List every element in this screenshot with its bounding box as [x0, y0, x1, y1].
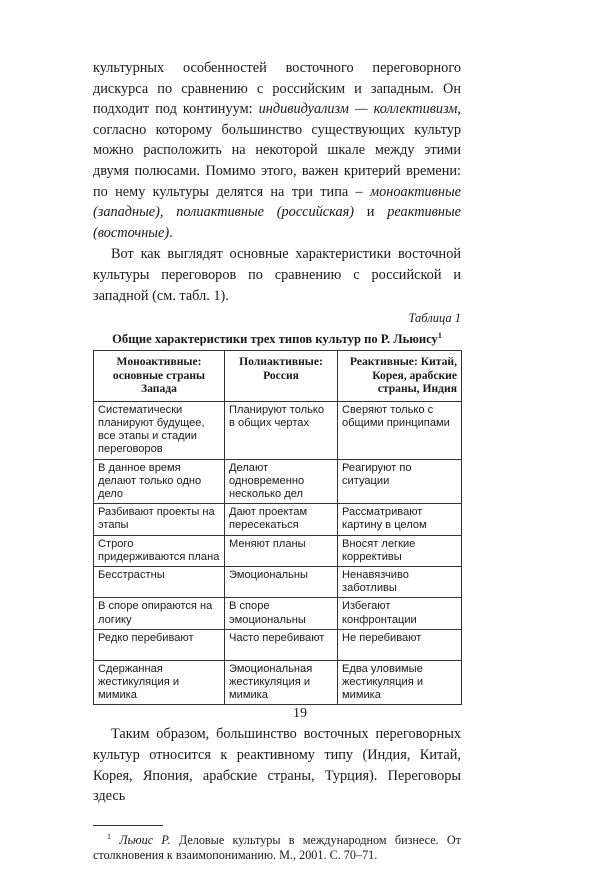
table-cell: Систематически планируют будущее, все этапы и стадии переговоров [94, 401, 225, 459]
table-cell: Дают проектам пересекаться [225, 504, 338, 535]
table-cell: Вносят легкие коррективы [338, 535, 462, 566]
table-cell: Меняют планы [225, 535, 338, 566]
table-body [94, 401, 462, 705]
page-number: 19 [293, 706, 307, 721]
table-cell: Планируют только в общих чертах [225, 401, 338, 459]
header-polyactive: Полиактивные: Россия [225, 351, 338, 402]
table-cell: Делают одновременно несколько дел [225, 459, 338, 504]
table-row [94, 660, 462, 705]
term-mono-poly-active: моноактивные (западные), полиактивные (российская) [93, 183, 461, 221]
table-cell: Едва уловимые жестикуляция и мимика [338, 660, 462, 705]
table-cell: Бесстрастны [94, 567, 225, 598]
footnote: $^1$ Льюис Р. Деловые культуры в международном бизнесе. От столкновения к взаимопониманию. М., 2001. С. 70–71. [93, 831, 462, 862]
paragraph-intro: культурных особенностей восточного переговорного дискурса по сравнению с российским и западным. Он подходит под континуум: индивидуализм — коллективизм, согласно которому большинство существующих культур можно расположить на некоторой шкале между этими двумя полюсами. Помимо этого, важен критерий времени: по нему культуры делятся на три типа – моноактивные (западные), полиактивные (российская) и реактивные (восточные). [93, 60, 461, 241]
table-cell: Ненавязчиво заботливы [338, 567, 462, 598]
term-reactive: реактивные (восточные) [93, 204, 461, 241]
table-cell: Часто перебивают [225, 629, 338, 660]
table-number-label: Таблица 1 [408, 311, 461, 326]
table-cell: Редко перебивают [94, 629, 225, 660]
table-cell: Сдержанная жестикуляция и мимика [94, 660, 225, 705]
header-reactive: Реактивные: Китай, Корея, арабские страны, Индия [338, 351, 462, 402]
footnote-separator [93, 825, 163, 826]
table-cell: Реагируют по ситуации [338, 459, 462, 504]
table-cell: Не перебивают [338, 629, 462, 660]
table-cell: Разбивают проекты на этапы [94, 504, 225, 535]
table-row [94, 459, 462, 504]
header-monoactive: Моноактивные: основные страны Запада [94, 351, 225, 402]
table-cell: Эмоциональны [225, 567, 338, 598]
table-cell: В споре эмоциональны [225, 598, 338, 629]
table-cell: Эмоциональная жестикуляция и мимика [225, 660, 338, 705]
table-cell: В данное время делают только одно дело [94, 459, 225, 504]
table-row [94, 401, 462, 459]
term-individualism-collectivism: индивидуализм — коллективизм [258, 101, 458, 118]
table-row [94, 535, 462, 566]
table-cell: Сверяют только с общими принципами [338, 401, 462, 459]
table-cell: В споре опираются на логику [94, 598, 225, 629]
table-row [94, 504, 462, 535]
table-row [94, 598, 462, 629]
culture-types-table [93, 350, 462, 705]
page-body [93, 58, 461, 875]
table-row [94, 629, 462, 660]
paragraph-conclusion: Таким образом, большинство восточных переговорных культур относится к реактивному типу (Индия, Китай, Корея, Япония, арабские страны, Турция). Переговоры здесь [93, 726, 461, 805]
table-cell: Избегают конфронтации [338, 598, 462, 629]
footnote-mark[interactable]: 1 [437, 331, 442, 341]
table-cell: Строго придерживаются плана [94, 535, 225, 566]
paragraph-table-intro: Вот как выглядят основные характеристики восточной культуры переговоров по сравнению с российской и западной (см. табл. 1). [93, 246, 461, 304]
table-title: Общие характеристики трех типов культур по Р. Льюису$^1$ [112, 331, 442, 347]
table-row [94, 567, 462, 598]
table-cell: Рассматривают картину в целом [338, 504, 462, 535]
table-header-row [94, 351, 462, 402]
